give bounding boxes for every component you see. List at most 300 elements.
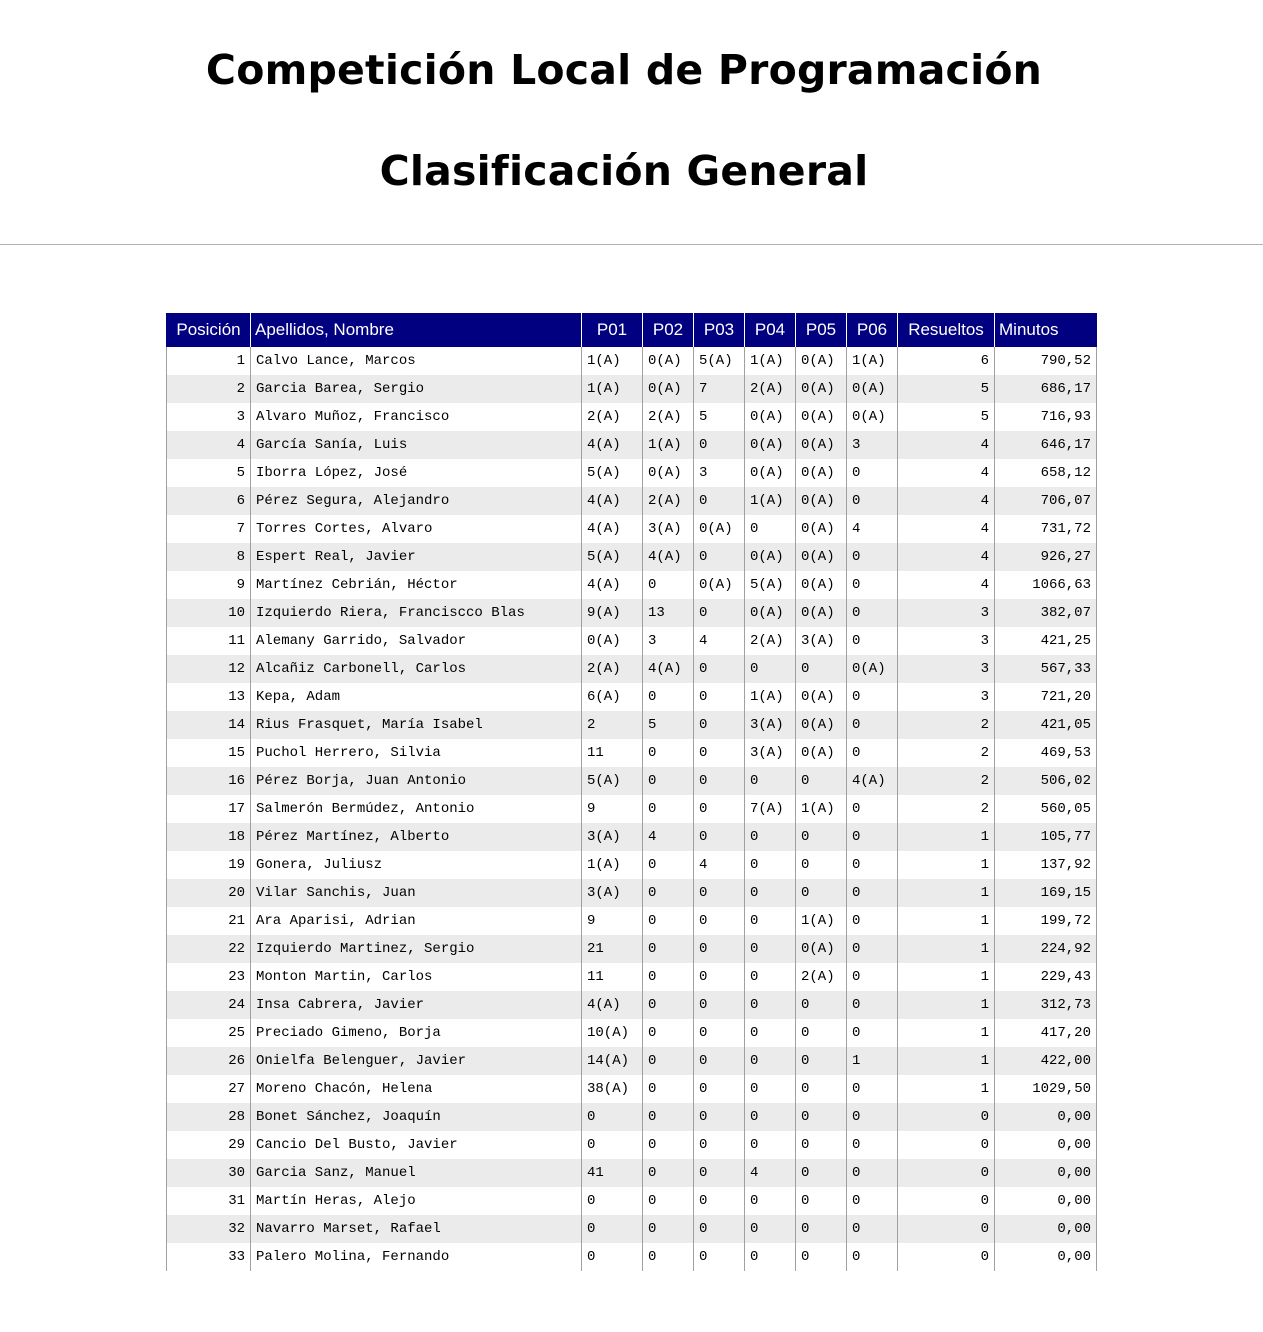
cell-p02: 13	[643, 599, 694, 627]
cell-p06: 0	[847, 627, 898, 655]
cell-p05: 0	[796, 851, 847, 879]
cell-position: 7	[167, 515, 251, 543]
table-row	[167, 683, 1097, 711]
table-row	[167, 1047, 1097, 1075]
cell-p01: 0	[582, 1187, 643, 1215]
cell-solved: 2	[898, 711, 995, 739]
cell-p03: 0	[694, 599, 745, 627]
cell-p05: 0	[796, 1047, 847, 1075]
table-row	[167, 1215, 1097, 1243]
cell-p04: 7(A)	[745, 795, 796, 823]
page-subtitle: Clasificación General	[379, 147, 869, 195]
table-row	[167, 655, 1097, 683]
cell-solved: 0	[898, 1131, 995, 1159]
cell-p05: 0(A)	[796, 487, 847, 515]
table-row	[167, 935, 1097, 963]
cell-p06: 0	[847, 739, 898, 767]
cell-p03: 3	[694, 459, 745, 487]
cell-p01: 5(A)	[582, 459, 643, 487]
cell-p02: 2(A)	[643, 487, 694, 515]
cell-p03: 0	[694, 711, 745, 739]
cell-position: 1	[167, 347, 251, 375]
cell-p06: 0	[847, 1103, 898, 1131]
cell-p06: 0	[847, 1215, 898, 1243]
table-row	[167, 991, 1097, 1019]
cell-p04: 0	[745, 879, 796, 907]
header-p01: P01	[582, 313, 643, 347]
cell-name: Palero Molina, Fernando	[251, 1243, 582, 1271]
cell-p04: 0	[745, 991, 796, 1019]
cell-p06: 4(A)	[847, 767, 898, 795]
cell-p04: 0(A)	[745, 459, 796, 487]
cell-solved: 1	[898, 991, 995, 1019]
cell-minutes: 312,73	[995, 991, 1097, 1019]
cell-name: Alvaro Muñoz, Francisco	[251, 403, 582, 431]
cell-p04: 0	[745, 935, 796, 963]
cell-minutes: 0,00	[995, 1131, 1097, 1159]
cell-name: Kepa, Adam	[251, 683, 582, 711]
cell-p01: 4(A)	[582, 571, 643, 599]
cell-minutes: 706,07	[995, 487, 1097, 515]
cell-p01: 4(A)	[582, 515, 643, 543]
cell-minutes: 0,00	[995, 1103, 1097, 1131]
cell-p05: 0	[796, 1075, 847, 1103]
cell-p03: 0	[694, 1103, 745, 1131]
header-position: Posición	[167, 313, 251, 347]
cell-p02: 0(A)	[643, 347, 694, 375]
cell-solved: 3	[898, 683, 995, 711]
cell-position: 25	[167, 1019, 251, 1047]
cell-position: 6	[167, 487, 251, 515]
cell-p01: 1(A)	[582, 375, 643, 403]
cell-p02: 0	[643, 795, 694, 823]
cell-name: Cancio Del Busto, Javier	[251, 1131, 582, 1159]
cell-name: Gonera, Juliusz	[251, 851, 582, 879]
cell-solved: 3	[898, 627, 995, 655]
table-row	[167, 431, 1097, 459]
cell-minutes: 0,00	[995, 1159, 1097, 1187]
cell-minutes: 105,77	[995, 823, 1097, 851]
table-row	[167, 963, 1097, 991]
cell-name: Pérez Borja, Juan Antonio	[251, 767, 582, 795]
cell-p06: 0	[847, 935, 898, 963]
header-minutes: Minutos	[995, 313, 1097, 347]
cell-p02: 0	[643, 683, 694, 711]
cell-p03: 0	[694, 487, 745, 515]
cell-solved: 1	[898, 823, 995, 851]
cell-p03: 7	[694, 375, 745, 403]
header-p04: P04	[745, 313, 796, 347]
cell-p05: 0(A)	[796, 683, 847, 711]
cell-p06: 0	[847, 963, 898, 991]
table-row	[167, 459, 1097, 487]
cell-minutes: 1066,63	[995, 571, 1097, 599]
cell-name: Calvo Lance, Marcos	[251, 347, 582, 375]
cell-solved: 4	[898, 543, 995, 571]
cell-p05: 0(A)	[796, 375, 847, 403]
cell-p05: 0(A)	[796, 935, 847, 963]
cell-p03: 0	[694, 431, 745, 459]
cell-p03: 0	[694, 1047, 745, 1075]
cell-p03: 0	[694, 1187, 745, 1215]
cell-p06: 0	[847, 1159, 898, 1187]
cell-p06: 0	[847, 711, 898, 739]
page-title: Competición Local de Programación	[205, 46, 1043, 94]
cell-name: Pérez Segura, Alejandro	[251, 487, 582, 515]
cell-p04: 2(A)	[745, 627, 796, 655]
cell-name: Martín Heras, Alejo	[251, 1187, 582, 1215]
cell-p02: 0(A)	[643, 459, 694, 487]
cell-p02: 5	[643, 711, 694, 739]
table-row	[167, 767, 1097, 795]
table-row	[167, 627, 1097, 655]
cell-solved: 3	[898, 655, 995, 683]
cell-p01: 11	[582, 963, 643, 991]
cell-minutes: 658,12	[995, 459, 1097, 487]
cell-name: Pérez Martínez, Alberto	[251, 823, 582, 851]
cell-minutes: 0,00	[995, 1187, 1097, 1215]
cell-p04: 0(A)	[745, 543, 796, 571]
cell-p04: 4	[745, 1159, 796, 1187]
cell-p01: 5(A)	[582, 543, 643, 571]
cell-p06: 0	[847, 795, 898, 823]
cell-p04: 0	[745, 515, 796, 543]
cell-solved: 1	[898, 963, 995, 991]
cell-p01: 21	[582, 935, 643, 963]
cell-position: 21	[167, 907, 251, 935]
cell-solved: 0	[898, 1187, 995, 1215]
cell-p02: 0	[643, 739, 694, 767]
cell-position: 18	[167, 823, 251, 851]
cell-position: 27	[167, 1075, 251, 1103]
cell-solved: 4	[898, 571, 995, 599]
cell-solved: 6	[898, 347, 995, 375]
table-row	[167, 1187, 1097, 1215]
cell-solved: 0	[898, 1243, 995, 1271]
table-row	[167, 823, 1097, 851]
header-p06: P06	[847, 313, 898, 347]
cell-p01: 4(A)	[582, 487, 643, 515]
cell-p02: 0	[643, 1047, 694, 1075]
table-row	[167, 487, 1097, 515]
cell-p03: 0	[694, 739, 745, 767]
cell-name: Martínez Cebrián, Héctor	[251, 571, 582, 599]
cell-solved: 2	[898, 795, 995, 823]
cell-minutes: 421,05	[995, 711, 1097, 739]
cell-p03: 0	[694, 991, 745, 1019]
cell-p05: 0(A)	[796, 347, 847, 375]
cell-p02: 0	[643, 991, 694, 1019]
cell-solved: 0	[898, 1103, 995, 1131]
cell-position: 31	[167, 1187, 251, 1215]
cell-p06: 3	[847, 431, 898, 459]
cell-p03: 0	[694, 823, 745, 851]
cell-name: Torres Cortes, Alvaro	[251, 515, 582, 543]
cell-p06: 0	[847, 1019, 898, 1047]
cell-name: Espert Real, Javier	[251, 543, 582, 571]
cell-position: 16	[167, 767, 251, 795]
table-row	[167, 907, 1097, 935]
cell-p04: 0	[745, 963, 796, 991]
cell-p01: 2(A)	[582, 403, 643, 431]
cell-p02: 0	[643, 1215, 694, 1243]
cell-p04: 0(A)	[745, 403, 796, 431]
ranking-table	[166, 313, 1097, 1271]
cell-p04: 1(A)	[745, 347, 796, 375]
cell-p01: 38(A)	[582, 1075, 643, 1103]
cell-name: Alemany Garrido, Salvador	[251, 627, 582, 655]
cell-position: 28	[167, 1103, 251, 1131]
cell-name: Puchol Herrero, Silvia	[251, 739, 582, 767]
cell-p02: 2(A)	[643, 403, 694, 431]
cell-solved: 0	[898, 1159, 995, 1187]
table-row	[167, 851, 1097, 879]
cell-position: 11	[167, 627, 251, 655]
cell-name: Salmerón Bermúdez, Antonio	[251, 795, 582, 823]
cell-name: Vilar Sanchis, Juan	[251, 879, 582, 907]
cell-minutes: 1029,50	[995, 1075, 1097, 1103]
cell-p02: 4	[643, 823, 694, 851]
cell-position: 32	[167, 1215, 251, 1243]
cell-p02: 0	[643, 1131, 694, 1159]
cell-position: 5	[167, 459, 251, 487]
cell-p02: 3	[643, 627, 694, 655]
cell-p01: 4(A)	[582, 431, 643, 459]
cell-p03: 0	[694, 1159, 745, 1187]
cell-p06: 0	[847, 683, 898, 711]
header-p03: P03	[694, 313, 745, 347]
cell-p03: 0	[694, 1243, 745, 1271]
cell-p01: 6(A)	[582, 683, 643, 711]
cell-solved: 0	[898, 1215, 995, 1243]
cell-p06: 0	[847, 459, 898, 487]
cell-p06: 0	[847, 599, 898, 627]
cell-p06: 0	[847, 907, 898, 935]
cell-minutes: 137,92	[995, 851, 1097, 879]
cell-minutes: 421,25	[995, 627, 1097, 655]
table-row	[167, 1243, 1097, 1271]
cell-p01: 3(A)	[582, 823, 643, 851]
cell-p05: 0(A)	[796, 515, 847, 543]
cell-p06: 0	[847, 1075, 898, 1103]
cell-name: Alcañiz Carbonell, Carlos	[251, 655, 582, 683]
cell-solved: 1	[898, 1019, 995, 1047]
cell-name: Iborra López, José	[251, 459, 582, 487]
cell-minutes: 417,20	[995, 1019, 1097, 1047]
cell-position: 3	[167, 403, 251, 431]
cell-p02: 0(A)	[643, 375, 694, 403]
table-row	[167, 1159, 1097, 1187]
cell-p04: 0	[745, 767, 796, 795]
cell-p03: 0	[694, 655, 745, 683]
cell-p03: 5	[694, 403, 745, 431]
cell-position: 29	[167, 1131, 251, 1159]
cell-p05: 0	[796, 1159, 847, 1187]
cell-p04: 1(A)	[745, 683, 796, 711]
cell-p01: 3(A)	[582, 879, 643, 907]
cell-p04: 0	[745, 1047, 796, 1075]
cell-p06: 0(A)	[847, 375, 898, 403]
cell-minutes: 229,43	[995, 963, 1097, 991]
cell-minutes: 169,15	[995, 879, 1097, 907]
cell-p03: 0	[694, 1019, 745, 1047]
cell-p02: 0	[643, 1075, 694, 1103]
cell-p04: 3(A)	[745, 739, 796, 767]
cell-p04: 0	[745, 851, 796, 879]
cell-p01: 41	[582, 1159, 643, 1187]
cell-position: 30	[167, 1159, 251, 1187]
cell-position: 9	[167, 571, 251, 599]
table-row	[167, 403, 1097, 431]
cell-p01: 9(A)	[582, 599, 643, 627]
cell-p03: 0	[694, 1075, 745, 1103]
cell-p02: 0	[643, 1187, 694, 1215]
cell-p03: 0	[694, 795, 745, 823]
cell-name: Izquierdo Martinez, Sergio	[251, 935, 582, 963]
cell-position: 17	[167, 795, 251, 823]
cell-p03: 0	[694, 683, 745, 711]
cell-p04: 5(A)	[745, 571, 796, 599]
cell-solved: 2	[898, 767, 995, 795]
table-row	[167, 739, 1097, 767]
cell-minutes: 646,17	[995, 431, 1097, 459]
cell-minutes: 926,27	[995, 543, 1097, 571]
cell-p01: 14(A)	[582, 1047, 643, 1075]
cell-p04: 0	[745, 1187, 796, 1215]
cell-p01: 0	[582, 1131, 643, 1159]
cell-minutes: 469,53	[995, 739, 1097, 767]
cell-p05: 2(A)	[796, 963, 847, 991]
cell-p04: 0	[745, 655, 796, 683]
cell-solved: 5	[898, 375, 995, 403]
cell-name: Insa Cabrera, Javier	[251, 991, 582, 1019]
cell-p01: 0	[582, 1103, 643, 1131]
cell-p03: 4	[694, 851, 745, 879]
cell-p06: 0	[847, 571, 898, 599]
cell-p05: 0	[796, 655, 847, 683]
cell-p04: 0	[745, 1215, 796, 1243]
cell-p04: 0	[745, 1019, 796, 1047]
cell-name: Onielfa Belenguer, Javier	[251, 1047, 582, 1075]
cell-position: 33	[167, 1243, 251, 1271]
cell-p06: 0	[847, 879, 898, 907]
cell-p01: 0	[582, 1215, 643, 1243]
cell-p02: 0	[643, 1019, 694, 1047]
cell-minutes: 731,72	[995, 515, 1097, 543]
cell-solved: 1	[898, 935, 995, 963]
cell-p06: 1(A)	[847, 347, 898, 375]
cell-p04: 2(A)	[745, 375, 796, 403]
cell-p01: 2(A)	[582, 655, 643, 683]
header-p02: P02	[643, 313, 694, 347]
cell-p05: 0(A)	[796, 739, 847, 767]
cell-solved: 1	[898, 879, 995, 907]
cell-name: García Sanía, Luis	[251, 431, 582, 459]
cell-p06: 1	[847, 1047, 898, 1075]
cell-solved: 5	[898, 403, 995, 431]
table-row	[167, 1103, 1097, 1131]
cell-p05: 0	[796, 1215, 847, 1243]
header-name: Apellidos, Nombre	[251, 313, 582, 347]
cell-p05: 0(A)	[796, 543, 847, 571]
cell-position: 15	[167, 739, 251, 767]
cell-p05: 0(A)	[796, 571, 847, 599]
cell-p02: 3(A)	[643, 515, 694, 543]
cell-p06: 0	[847, 543, 898, 571]
table-row	[167, 347, 1097, 375]
cell-name: Navarro Marset, Rafael	[251, 1215, 582, 1243]
cell-p02: 0	[643, 935, 694, 963]
cell-position: 4	[167, 431, 251, 459]
header-solved: Resueltos	[898, 313, 995, 347]
cell-p02: 0	[643, 851, 694, 879]
cell-p01: 5(A)	[582, 767, 643, 795]
cell-position: 23	[167, 963, 251, 991]
cell-solved: 4	[898, 487, 995, 515]
cell-solved: 1	[898, 851, 995, 879]
cell-p05: 0	[796, 823, 847, 851]
cell-p01: 0	[582, 1243, 643, 1271]
cell-solved: 4	[898, 515, 995, 543]
cell-name: Monton Martin, Carlos	[251, 963, 582, 991]
cell-p03: 0	[694, 1131, 745, 1159]
cell-p02: 0	[643, 1159, 694, 1187]
cell-position: 19	[167, 851, 251, 879]
cell-p06: 0(A)	[847, 403, 898, 431]
cell-p03: 5(A)	[694, 347, 745, 375]
cell-p05: 1(A)	[796, 907, 847, 935]
cell-minutes: 506,02	[995, 767, 1097, 795]
cell-p03: 0	[694, 543, 745, 571]
cell-p02: 0	[643, 767, 694, 795]
cell-p03: 0	[694, 1215, 745, 1243]
cell-name: Garcia Sanz, Manuel	[251, 1159, 582, 1187]
cell-p01: 9	[582, 795, 643, 823]
cell-name: Garcia Barea, Sergio	[251, 375, 582, 403]
cell-p05: 0	[796, 1131, 847, 1159]
cell-minutes: 0,00	[995, 1243, 1097, 1271]
cell-p05: 1(A)	[796, 795, 847, 823]
cell-name: Ara Aparisi, Adrian	[251, 907, 582, 935]
cell-solved: 1	[898, 1075, 995, 1103]
cell-p05: 0	[796, 767, 847, 795]
cell-position: 24	[167, 991, 251, 1019]
cell-solved: 4	[898, 431, 995, 459]
cell-minutes: 199,72	[995, 907, 1097, 935]
cell-p01: 2	[582, 711, 643, 739]
header-p05: P05	[796, 313, 847, 347]
cell-position: 2	[167, 375, 251, 403]
cell-p02: 0	[643, 1243, 694, 1271]
cell-p04: 0	[745, 1131, 796, 1159]
cell-minutes: 0,00	[995, 1215, 1097, 1243]
cell-p03: 0	[694, 907, 745, 935]
table-row	[167, 1019, 1097, 1047]
cell-p05: 0(A)	[796, 431, 847, 459]
cell-p04: 3(A)	[745, 711, 796, 739]
cell-p03: 0	[694, 767, 745, 795]
cell-p06: 0	[847, 823, 898, 851]
cell-p04: 0	[745, 1103, 796, 1131]
cell-p06: 0	[847, 1131, 898, 1159]
cell-solved: 3	[898, 599, 995, 627]
cell-solved: 4	[898, 459, 995, 487]
table-row	[167, 571, 1097, 599]
cell-p01: 11	[582, 739, 643, 767]
table-row	[167, 879, 1097, 907]
cell-p01: 0(A)	[582, 627, 643, 655]
cell-p04: 0	[745, 1075, 796, 1103]
